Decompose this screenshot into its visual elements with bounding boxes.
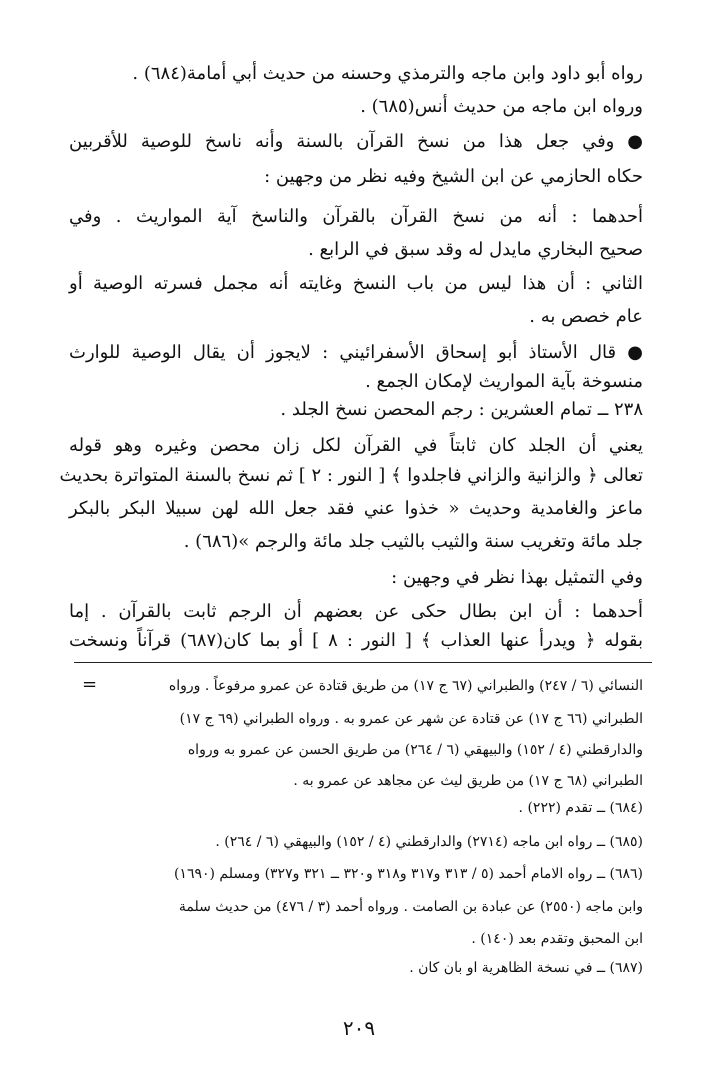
text-line: صحيح البخاري مايدل له وقد سبق في الرابع . <box>308 239 643 260</box>
footnote-line: الطبراني (٦٦ ج ١٧) عن قتادة عن شهر عن عمرو به . ورواه الطبراني (٦٩ ج ١٧) <box>179 711 643 727</box>
text-line: عام خصص به . <box>529 306 643 327</box>
text-line: تعالى ﴿ والزانية والزاني فاجلدوا ﴾ [ النور : ٢ ] ثم نسخ بالسنة المتواترة بحديث <box>59 465 643 486</box>
footnote-line: والدارقطني (٤ / ١٥٢) والبيهقي (٦ / ٢٦٤) من طريق الحسن عن عمرو به ورواه <box>187 742 643 758</box>
page-number: ٢٠٩ <box>342 1016 376 1040</box>
text-line: ● قال الأستاذ أبو إسحاق الأسفرائيني : لايجوز أن يقال الوصية للوارث <box>69 342 643 363</box>
footnote-line: (٦٨٦) ــ رواه الامام أحمد (٥ / ٣١٣ و٣١٧ و٣١٨ و٣٢٠ ــ ٣٢١ و٣٢٧) ومسلم (١٦٩٠) <box>173 866 643 882</box>
text-line: جلد مائة وتغريب سنة والثيب بالثيب جلد مائة والرجم »(٦٨٦) . <box>183 531 643 552</box>
section-heading: ٢٣٨ ــ تمام العشرين : رجم المحصن نسخ الجلد . <box>280 399 643 420</box>
footnote-line: النسائي (٦ / ٢٤٧) والطبراني (٦٧ ج ١٧) من طريق قتادة عن عمرو مرفوعاً . ورواه <box>168 678 643 694</box>
text-line: وفي التمثيل بهذا نظر في وجهين : <box>391 567 643 588</box>
footnote-line: وابن ماجه (٢٥٥٠) عن عبادة بن الصامت . ورواه أحمد (٣ / ٤٧٦) من حديث سلمة <box>178 899 643 915</box>
footnote-line: ابن المحبق وتقدم بعد (١٤٠) . <box>471 931 643 947</box>
footnote-line: (٦٨٥) ــ رواه ابن ماجه (٢٧١٤) والدارقطني (٤ / ١٥٢) والبيهقي (٦ / ٢٦٤) . <box>215 834 643 850</box>
text-line: رواه أبو داود وابن ماجه والترمذي وحسنه من حديث أبي أمامة(٦٨٤) . <box>132 63 643 84</box>
text-line: ورواه ابن ماجه من حديث أنس(٦٨٥) . <box>360 96 643 117</box>
footnote-line: (٦٨٤) ــ تقدم (٢٢٢) . <box>518 800 643 816</box>
text-line: الثاني : أن هذا ليس من باب النسخ وغايته أنه مجمل فسرته الوصية أو <box>69 273 643 294</box>
text-line: حكاه الحازمي عن ابن الشيخ وفيه نظر من وجهين : <box>264 166 643 187</box>
text-line: ماعز والغامدية وحديث « خذوا عني فقد جعل الله لهن سبيلا البكر بالبكر <box>69 498 643 519</box>
continuation-marker: = <box>82 674 98 695</box>
text-line: أحدهما : أن ابن بطال حكى عن بعضهم أن الرجم ثابت بالقرآن . إما <box>69 601 643 622</box>
footnote-line: (٦٨٧) ــ في نسخة الظاهرية او بان كان . <box>409 960 643 976</box>
footnote-line: الطبراني (٦٨ ج ١٧) من طريق ليث عن مجاهد عن عمرو به . <box>293 773 643 789</box>
text-line: بقوله ﴿ ويدرأ عنها العذاب ﴾ [ النور : ٨ ] أو بما كان(٦٨٧) قرآناً ونسخت <box>69 630 643 651</box>
text-line: منسوخة بآية المواريث لإمكان الجمع . <box>365 371 643 392</box>
text-line: أحدهما : أنه من نسخ القرآن بالقرآن والناسخ آية المواريث . وفي <box>69 206 643 227</box>
text-line: يعني أن الجلد كان ثابتاً في القرآن لكل زان محصن وغيره وهو قوله <box>69 435 643 456</box>
footnote-divider <box>74 662 652 663</box>
text-line: ● وفي جعل هذا من نسخ القرآن بالسنة وأنه ناسخ للوصية للأقربين <box>69 131 643 152</box>
